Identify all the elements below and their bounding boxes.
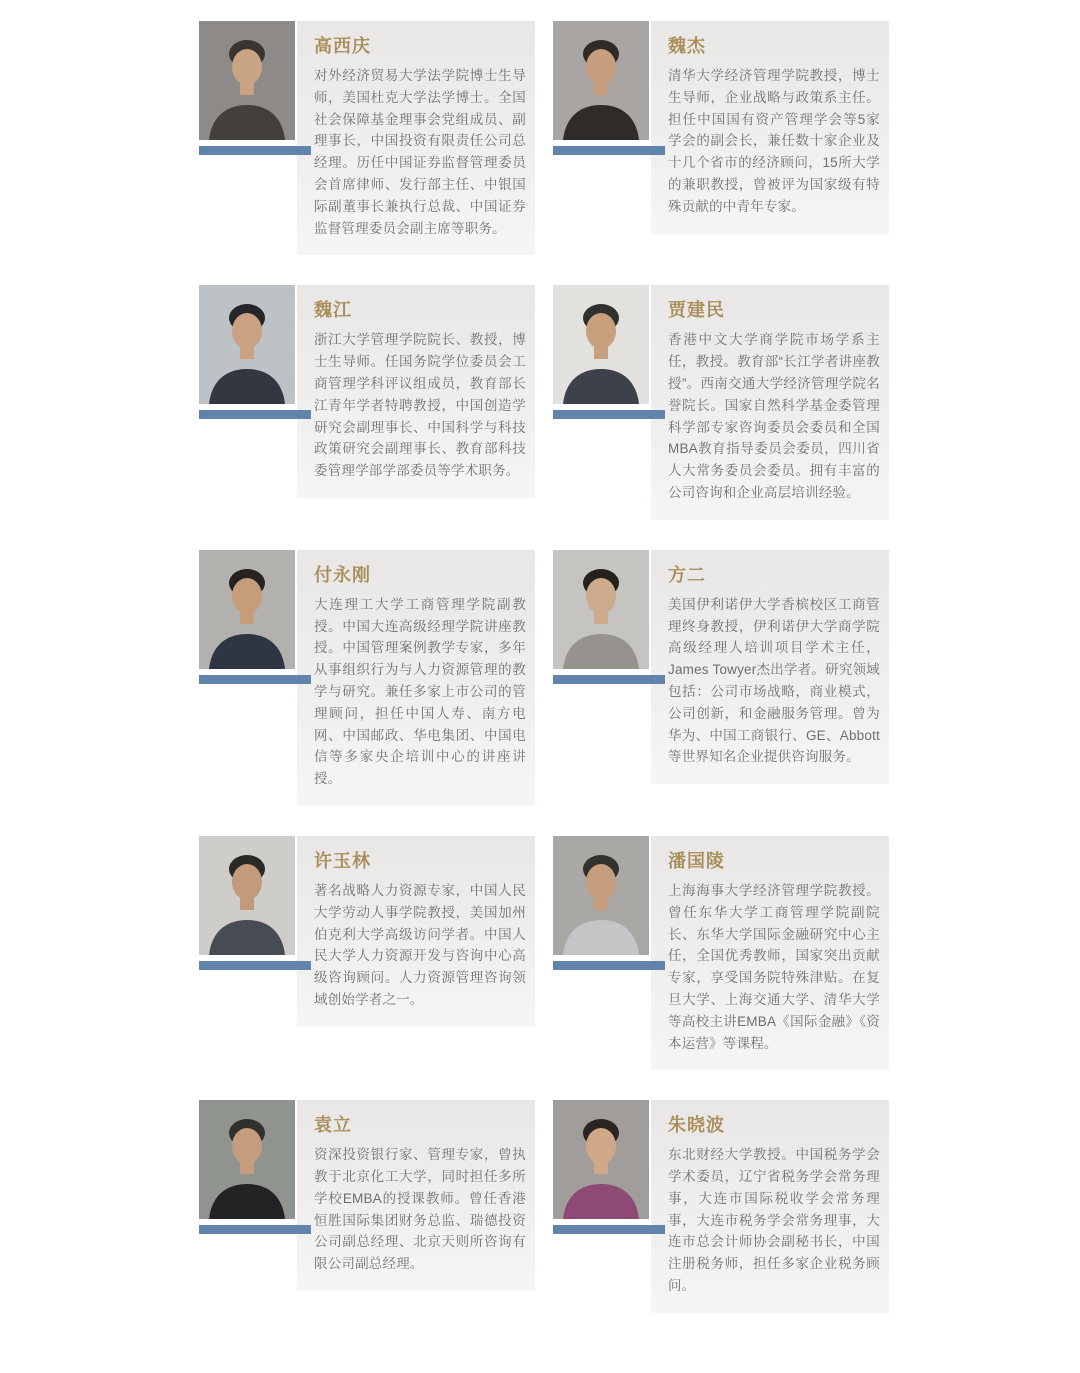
profile-card — [553, 1100, 889, 1313]
profile-bio: 上海海事大学经济管理学院教授。曾任东华大学工商管理学院副院长、东华大学国际金融研究中心主任，全国优秀教师，国家突出贡献专家，享受国务院特殊津贴。在复旦大学、上海交通大学、清华大学等高校主讲EMBA《国际金融》《资本运营》等课程。 — [668, 882, 880, 1051]
profile-bio: 香港中文大学商学院市场学系主任，教授。教育部“长江学者讲座教授”。西南交通大学经济管理学院名誉院长。国家自然科学基金委管理科学部专家咨询委员会委员和全国MBA教育指导委员会委员，四川省人大常务委员会委员。拥有丰富的公司咨询和企业高层培训经验。 — [668, 332, 880, 500]
photo-underline-bar — [553, 675, 665, 684]
photo-underline-bar — [553, 1225, 665, 1234]
profile-text — [297, 550, 535, 806]
profile-card — [199, 836, 535, 1027]
profile-photo — [199, 836, 295, 955]
person-silhouette-icon — [199, 836, 295, 955]
profile-name: 高西庆 — [314, 36, 371, 56]
profile-card — [199, 21, 535, 255]
person-silhouette-icon — [199, 1100, 295, 1219]
photo-underline-bar — [199, 961, 311, 970]
person-silhouette-icon — [199, 550, 295, 669]
profile-name: 魏江 — [314, 300, 352, 321]
profile-name: 魏杰 — [668, 36, 706, 56]
profile-bio: 东北财经大学教授。中国税务学会学术委员，辽宁省税务学会常务理事，大连市国际税收学会常务理事，大连市税务学会常务理事，大连市总会计师协会副秘书长，中国注册税务师，担任多家企业税务顾问。 — [668, 1147, 880, 1294]
profile-text — [651, 1100, 889, 1313]
profile-card — [199, 550, 535, 806]
profile-photo — [553, 1100, 649, 1219]
profile-bio: 大连理工大学工商管理学院副教授。中国大连高级经理学院讲座教授。中国管理案例教学专家，多年从事组织行为与人力资源管理的教学与研究。兼任多家上市公司的管理顾问，担任中国人寿、南方电网、中国邮政、华电集团、中国电信等多家央企培训中心的讲座讲授。 — [314, 596, 526, 787]
profile-text — [651, 21, 889, 234]
profile-row-5 — [199, 1100, 889, 1313]
profile-row-1 — [199, 21, 889, 255]
profile-photo — [199, 285, 295, 404]
profile-photo — [553, 285, 649, 404]
profile-text — [651, 836, 889, 1070]
profile-text — [297, 836, 535, 1027]
profile-row-2 — [199, 285, 889, 519]
profile-bio: 对外经济贸易大学法学院博士生导师，美国杜克大学法学博士。全国社会保障基金理事会党组成员、副理事长，中国投资有限责任公司总经理。历任中国证券监督管理委员会首席律师、发行部主任、中银国际副董事长兼执行总裁、中国证券监督管理委员会副主席等职务。 — [314, 68, 526, 236]
person-silhouette-icon — [553, 550, 649, 669]
profile-bio: 著名战略人力资源专家，中国人民大学劳动人事学院教授，美国加州伯克利大学高级访问学者。中国人民大学人力资源开发与咨询中心高级咨询顾问。人力资源管理咨询领域创始学者之一。 — [314, 882, 526, 1007]
profile-bio: 美国伊利诺伊大学香槟校区工商管理终身教授，伊利诺伊大学商学院高级经理人培训项目学术主任，James Towyer杰出学者。研究领域包括：公司市场战略，商业模式，公司创新，和金融服务管理。曾为华为、中国工商银行、GE、Abbott等世界知名企业提供咨询服务。 — [668, 596, 880, 765]
profile-photo — [553, 21, 649, 140]
person-silhouette-icon — [199, 21, 295, 140]
photo-underline-bar — [553, 961, 665, 970]
profile-bio: 资深投资银行家、管理专家，曾执教于北京化工大学，同时担任多所学校EMBA的授课教师。曾任香港恒胜国际集团财务总监、瑞德投资公司副总经理、北京天则所咨询有限公司副总经理。 — [314, 1147, 526, 1272]
person-silhouette-icon — [553, 836, 649, 955]
profile-bio: 清华大学经济管理学院教授，博士生导师，企业战略与政策系主任。担任中国国有资产管理学会等5家学会的副会长，兼任数十家企业及十几个省市的经济顾问，15所大学的兼职教授，曾被评为国家级有特殊贡献的中青年专家。 — [668, 68, 880, 214]
profile-card — [553, 836, 889, 1070]
profile-card — [553, 550, 889, 784]
profile-bio: 浙江大学管理学院院长、教授，博士生导师。任国务院学位委员会工商管理学科评议组成员，教育部长江青年学者特聘教授，中国创造学研究会副理事长、中国科学与科技政策研究会副理事长、教育部科技委管理学部学部委员等学术职务。 — [314, 332, 526, 479]
profile-photo — [553, 550, 649, 669]
profile-text — [297, 21, 535, 255]
profile-name: 贾建民 — [668, 300, 725, 321]
profile-card — [199, 285, 535, 498]
profile-photo — [199, 21, 295, 140]
person-silhouette-icon — [553, 21, 649, 140]
profile-photo — [199, 1100, 295, 1219]
profile-photo — [199, 550, 295, 669]
profile-photo — [553, 836, 649, 955]
profile-card — [553, 21, 889, 234]
photo-underline-bar — [199, 1225, 311, 1234]
profile-name: 许玉林 — [314, 850, 371, 871]
photo-underline-bar — [199, 146, 311, 155]
profile-name: 付永刚 — [314, 564, 371, 585]
profile-name: 潘国陵 — [668, 850, 725, 871]
profile-text — [651, 550, 889, 784]
profile-name: 朱晓波 — [668, 1115, 725, 1136]
profile-text — [297, 1100, 535, 1291]
photo-underline-bar — [553, 410, 665, 419]
profile-text — [297, 285, 535, 498]
profile-row-3 — [199, 550, 889, 806]
profile-card — [553, 285, 889, 519]
photo-underline-bar — [199, 675, 311, 684]
profile-name: 方二 — [668, 564, 706, 585]
profile-row-4 — [199, 836, 889, 1070]
photo-underline-bar — [553, 146, 665, 155]
profile-card — [199, 1100, 535, 1291]
photo-underline-bar — [199, 410, 311, 419]
person-silhouette-icon — [199, 285, 295, 404]
profile-text — [651, 285, 889, 519]
profile-name: 袁立 — [314, 1115, 352, 1136]
person-silhouette-icon — [553, 1100, 649, 1219]
person-silhouette-icon — [553, 285, 649, 404]
